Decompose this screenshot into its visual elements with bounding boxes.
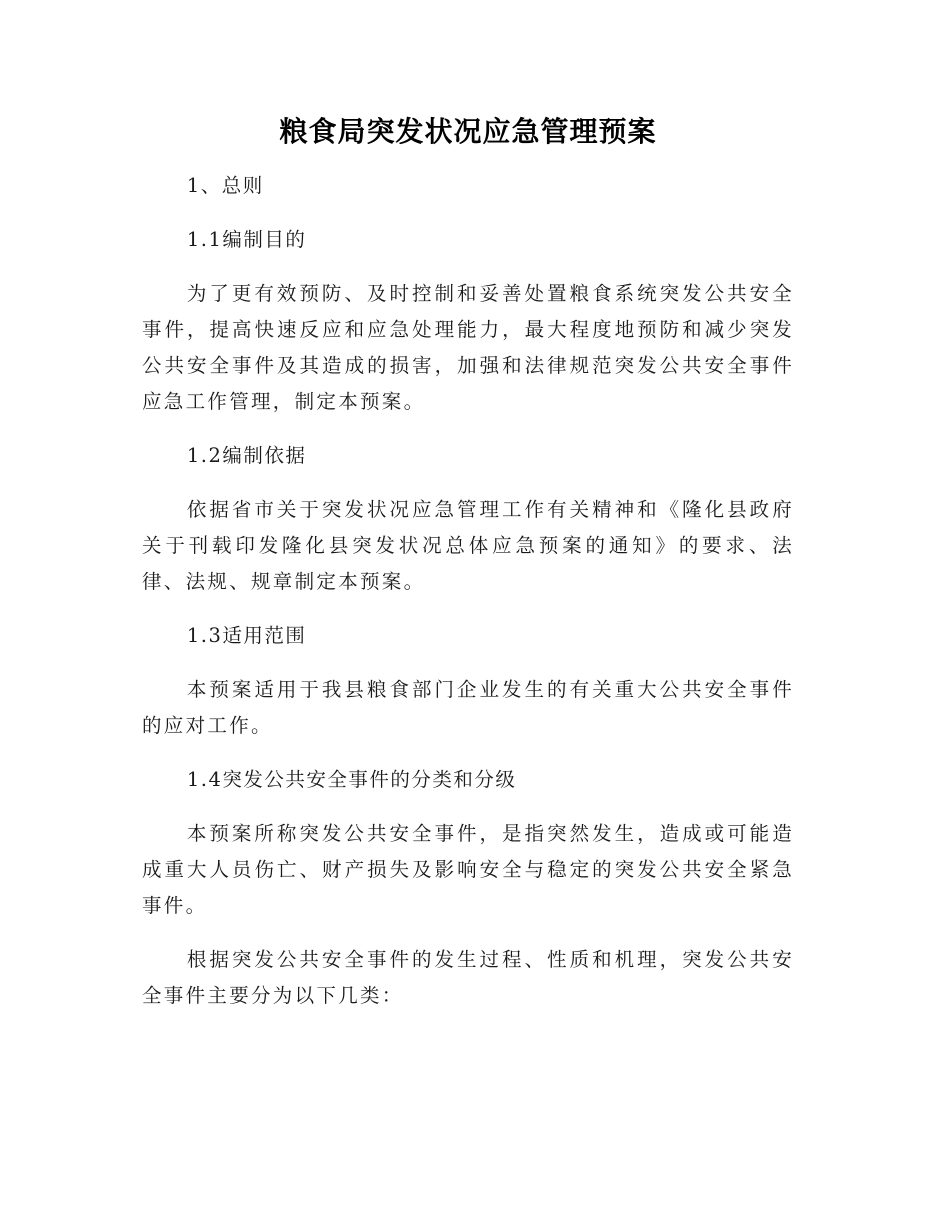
section-heading-purpose: 1.1编制目的 bbox=[186, 228, 307, 251]
paragraph-scope: 本预案适用于我县粮食部门企业发生的有关重大公共安全事件的应对工作。 bbox=[142, 678, 794, 737]
paragraph-categories: 根据突发公共安全事件的发生过程、性质和机理，突发公共安全事件主要分为以下几类： bbox=[142, 948, 794, 1007]
section-heading-general: 1、总则 bbox=[186, 174, 264, 197]
paragraph-basis: 依据省市关于突发状况应急管理工作有关精神和《隆化县政府关于刊载印发隆化县突发状况总体应急预案的通知》的要求、法律、法规、规章制定本预案。 bbox=[142, 498, 794, 593]
document-title: 粮食局突发状况应急管理预案 bbox=[279, 115, 657, 148]
section-heading-classification: 1.4突发公共安全事件的分类和分级 bbox=[186, 768, 517, 791]
paragraph-definition: 本预案所称突发公共安全事件，是指突然发生，造成或可能造成重大人员伤亡、财产损失及影响安全与稳定的突发公共安全紧急事件。 bbox=[142, 822, 794, 917]
document-page bbox=[142, 112, 794, 1032]
paragraph-purpose: 为了更有效预防、及时控制和妥善处置粮食系统突发公共安全事件，提高快速反应和应急处理能力，最大程度地预防和减少突发公共安全事件及其造成的损害，加强和法律规范突发公共安全事件应急工作管理，制定本预案。 bbox=[142, 282, 794, 413]
section-heading-scope: 1.3适用范围 bbox=[186, 624, 307, 647]
section-heading-basis: 1.2编制依据 bbox=[186, 444, 307, 467]
